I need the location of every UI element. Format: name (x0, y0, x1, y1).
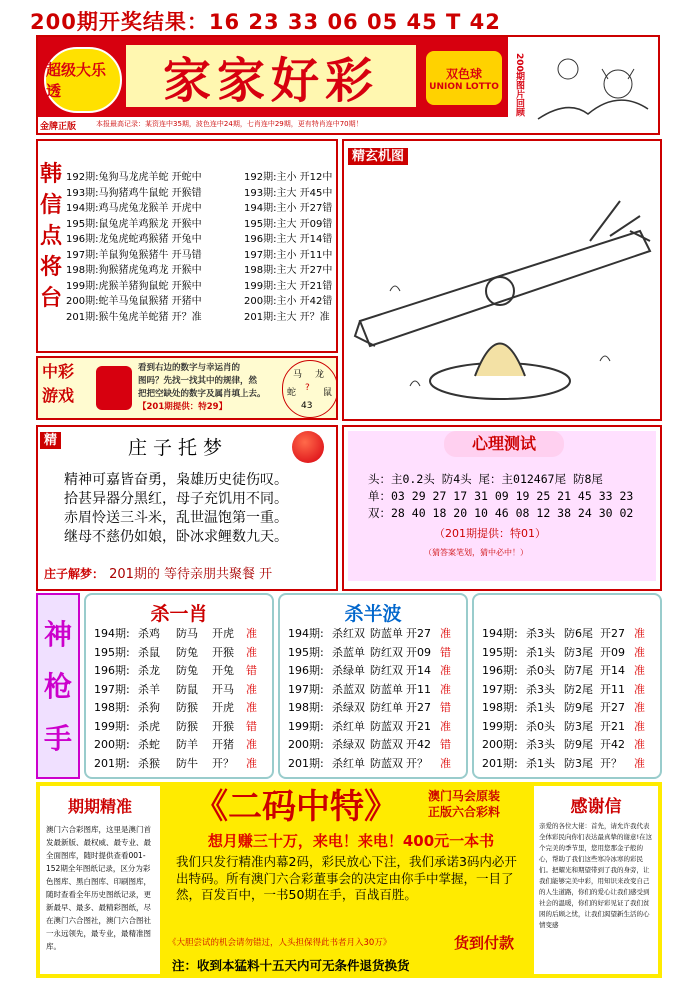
hanxin-rows (66, 168, 336, 323)
cell-guard: 防牛 (176, 756, 198, 770)
wheel-cell: ? (305, 383, 310, 393)
hanxin-char: 点 (40, 223, 63, 249)
size-pick: 198期:主大 开27中 (244, 265, 333, 276)
cell-kill: 杀狗 (138, 701, 160, 714)
cell-period: 198期: (482, 701, 518, 714)
size-pick: 194期:主小 开27错 (244, 203, 333, 214)
kill-zodiac-table (94, 625, 272, 773)
cell-period: 200期: (288, 738, 324, 751)
cell-opened: 开11 (600, 682, 625, 696)
interpretation-label: 庄子解梦： (44, 567, 105, 581)
table-row (94, 755, 272, 774)
wheel-cell: 龙 (315, 370, 325, 380)
macau-line: 正版六合彩料 (428, 805, 501, 819)
lottery-game-tip: 【201期提供：特29】 (138, 402, 228, 412)
psych-line: 双：28 40 18 20 10 46 08 12 38 24 30 02 (368, 506, 634, 520)
bottom-ad-section (36, 782, 662, 978)
cell-period: 197期: (94, 682, 130, 696)
slogan: 想月赚三十万，来电！来电！400元一本书 (207, 832, 495, 850)
cell-guard: 防兔 (176, 664, 198, 677)
table-row (94, 699, 272, 718)
cell-opened: 开？ (600, 756, 622, 770)
table-row (288, 662, 466, 681)
table-row (482, 718, 660, 737)
poem-line: 精神可嘉皆奋勇，枭雄历史徒伤叹。 (64, 472, 288, 488)
table-row (288, 625, 466, 644)
cell-verdict: 准 (440, 664, 451, 677)
cell-period: 199期: (482, 719, 518, 733)
cell-kill: 杀0头 (526, 664, 555, 677)
cell-period: 199期: (288, 719, 324, 733)
cell-kill: 杀红单 (332, 756, 365, 770)
cell-verdict: 准 (634, 645, 645, 659)
interpretation-text: 201期的 等待亲朋共聚餐 开 (109, 567, 273, 582)
cell-guard: 防6尾 (564, 627, 593, 640)
list-item (66, 199, 336, 215)
cell-verdict: 准 (246, 756, 257, 770)
cash-on-delivery: 货到付款 (454, 934, 515, 952)
cell-verdict: 准 (246, 738, 257, 751)
table-row (482, 644, 660, 663)
hanxin-char: 将 (40, 254, 63, 280)
cell-period: 198期: (288, 701, 324, 714)
kill-head-table (482, 625, 660, 773)
table-row (288, 644, 466, 663)
cell-guard: 防鼠 (176, 682, 198, 696)
cell-kill: 杀3头 (526, 627, 555, 640)
cell-verdict: 错 (246, 719, 257, 733)
cartoon-thumbnail (528, 39, 656, 131)
cell-guard: 防3尾 (564, 756, 593, 770)
thanks-letter-box (534, 786, 658, 974)
zodiac-pick: 195期:鼠兔虎羊鸡猴龙 开猴中 (66, 218, 202, 230)
cell-period: 200期: (482, 738, 518, 751)
two-code-title: 《二码中特》 (194, 787, 398, 827)
cell-kill: 杀鼠 (138, 645, 160, 659)
union-lotto-logo (426, 51, 502, 105)
cell-guard: 防蓝单 (370, 627, 403, 640)
cell-opened: 开42 (600, 738, 625, 751)
cell-guard: 防7尾 (564, 664, 593, 677)
table-row (288, 755, 466, 774)
cell-opened: 开27 (406, 627, 431, 640)
accurate-box (40, 786, 160, 974)
psych-line: 头：主0.2头 防4头 尾：主012467尾 防8尾 (368, 472, 603, 486)
promo-body: 我们只发行精准内幕2码，彩民放心下注，我们承诺3码内必开出特码。所有澳门六合彩董事会的决定由你手中掌握，一目了然，百发百中，一书50期在手，百战百胜。 (176, 854, 517, 902)
kill-zodiac-title: 杀一肖 (150, 603, 208, 625)
size-pick: 201期:主大 开？准 (244, 311, 330, 323)
cell-guard: 防9尾 (564, 738, 593, 751)
hanxin-char: 台 (40, 285, 63, 311)
cell-opened: 开42 (406, 738, 431, 751)
cell-verdict: 准 (440, 719, 451, 733)
hanxin-side-title (40, 159, 62, 314)
cell-guard: 防蓝双 (370, 719, 403, 733)
cell-opened: 开？ (406, 756, 428, 770)
cell-guard: 防蓝单 (370, 682, 403, 696)
list-item (66, 215, 336, 231)
zodiac-pick: 192期:兔狗马龙虎羊蛇 开蛇中 (66, 172, 202, 183)
draw-result: 200期开奖结果：16 23 33 06 05 45 T 42 (30, 10, 501, 34)
poem-line: 赤眉怜送三斗米，乱世温饱第一重。 (64, 510, 288, 526)
cell-guard: 防羊 (176, 738, 198, 751)
cell-verdict: 准 (634, 627, 645, 640)
cell-verdict: 准 (634, 719, 645, 733)
thanks-text: 亲爱的各位大佬：首先，请允许我代表全体彩民向你们表达最真挚的谢意!在这个完美的季节里，您用您那金子般的心，帮助了我们这些寒冷冰寒的彩民们。把耀光和期望带到了我的身旁，让我们能够完美中彩，用知识来改变自己的人生道路，你们的爱心让我们感受到社会的温暖，你们的好彩见证了我们贫困的后顾之忧，让我们渴望新生活的心情变感 (539, 822, 653, 929)
masthead-title: 家家好彩 (126, 45, 416, 107)
poem-line: 拾甚异器分黑红，母子充饥用不同。 (64, 491, 288, 507)
zodiac-wheel (282, 360, 338, 418)
table-row (288, 699, 466, 718)
cell-opened: 开21 (600, 719, 625, 733)
table-row (482, 736, 660, 755)
cell-period: 196期: (482, 664, 518, 677)
zodiac-pick: 193期:马狗猪鸡牛鼠蛇 开猴错 (66, 187, 202, 199)
cell-period: 201期: (94, 756, 130, 770)
cell-kill: 杀绿双 (332, 738, 365, 751)
riddle-picture-tag (348, 145, 408, 164)
fortune-god-icon (96, 366, 132, 410)
wheel-cell: 蛇 (287, 388, 297, 398)
cell-period: 199期: (94, 719, 130, 733)
lottery-game-title-line: 中彩 (42, 362, 75, 381)
sharpshooter-char: 手 (43, 722, 72, 755)
record-banner: 本报最高记录：某资连中35期，波色连中24期，七肖连中29期，更有特肖连中70期！ (96, 120, 363, 128)
cell-kill: 杀羊 (138, 682, 160, 696)
cell-verdict: 准 (634, 682, 645, 696)
cell-kill: 杀蓝单 (332, 645, 365, 659)
wheel-cell: 鼠 (323, 388, 333, 398)
cell-opened: 开09 (600, 645, 625, 659)
mouse-cat-cartoon-icon (528, 39, 656, 131)
size-pick: 199期:主大 开21错 (244, 280, 333, 292)
cell-opened: 开猴 (212, 645, 234, 659)
cell-guard: 防猴 (176, 719, 198, 733)
macau-lines (428, 788, 528, 820)
list-item (66, 277, 336, 293)
zodiac-pick: 201期:猴牛兔虎羊蛇猪 开？准 (66, 311, 202, 323)
cell-period: 195期: (288, 645, 324, 659)
cell-kill: 杀绿单 (332, 664, 365, 677)
table-row (94, 625, 272, 644)
cell-verdict: 准 (634, 701, 645, 714)
cell-kill: 杀红单 (332, 719, 365, 733)
cell-guard: 防马 (176, 627, 198, 640)
cell-opened: 开27 (600, 627, 625, 640)
psych-test-title: 心理测试 (444, 431, 564, 457)
cell-verdict: 错 (246, 664, 257, 677)
zodiac-pick: 196期:龙兔虎蛇鸡猴猪 开兔中 (66, 234, 202, 245)
red-sun-icon (292, 431, 324, 463)
accurate-text: 澳门六合彩图库，这里是澳门首发最新版、最权威、最专业、最全面图库，随时提供查看001-152期全年图纸记录，区分为彩色图库、黑白图库、印刷图库，随时查看全年历史图纸记录，更新最早、最多、最精彩图纸，尽在澳门六合图社，澳门六合图社一永远领先，最专业，最精准图库。 (46, 825, 151, 951)
table-row (94, 644, 272, 663)
cell-guard: 防蓝双 (370, 756, 403, 770)
instruction-line: 图吗？先找一找其中的规律，然 (138, 376, 258, 386)
table-row (482, 625, 660, 644)
cell-guard: 防猴 (176, 701, 198, 714)
zodiac-pick: 200期:蛇羊马兔鼠猴猪 开猪中 (66, 296, 202, 307)
cell-verdict: 准 (634, 756, 645, 770)
instruction-line: 把把空缺处的数字及属肖填上去。 (138, 389, 266, 399)
kill-wave-table (288, 625, 466, 773)
cell-period: 200期: (94, 738, 130, 751)
cell-kill: 杀猴 (138, 756, 160, 770)
poem-line: 继母不慈仍如娘，卧冰求鲤数九天。 (64, 529, 288, 545)
table-row (94, 681, 272, 700)
cell-kill: 杀龙 (138, 664, 160, 677)
cell-kill: 杀1头 (526, 756, 555, 770)
size-pick: 195期:主大 开09错 (244, 218, 333, 230)
cell-opened: 开21 (406, 719, 431, 733)
cell-verdict: 准 (246, 701, 257, 714)
cell-period: 201期: (482, 756, 518, 770)
cell-period: 197期: (482, 682, 518, 696)
cell-opened: 开猴 (212, 719, 234, 733)
cell-opened: 开虎 (212, 627, 234, 640)
kill-head-panel (472, 593, 662, 779)
cell-guard: 防蓝双 (370, 738, 403, 751)
cell-guard: 防红单 (370, 701, 403, 714)
cell-verdict: 准 (634, 664, 645, 677)
cell-verdict: 错 (440, 738, 451, 751)
hanxin-char: 信 (40, 192, 63, 218)
zhuangzi-poem (64, 471, 288, 547)
cell-guard: 防9尾 (564, 701, 593, 714)
cell-period: 196期: (288, 664, 324, 677)
instruction-line: 看到右边的数字与幸运肖的 (138, 363, 241, 373)
cell-opened: 开兔 (212, 664, 234, 677)
cell-opened: 开27 (406, 701, 431, 714)
cell-kill: 杀1头 (526, 645, 555, 659)
cell-period: 196期: (94, 664, 130, 677)
zodiac-pick: 198期:狗猴猪虎兔鸡龙 开猴中 (66, 265, 202, 276)
cell-guard: 防红双 (370, 664, 403, 677)
zhuangzi-title: 庄子托梦 (128, 437, 229, 459)
cell-opened: 开马 (212, 682, 234, 696)
table-row (482, 755, 660, 774)
cell-kill: 杀绿双 (332, 701, 365, 714)
macau-line: 澳门马会原装 (428, 789, 501, 803)
gold-badge: 金牌正版 (40, 122, 77, 132)
cell-period: 194期: (94, 627, 130, 640)
cell-period: 201期: (288, 756, 324, 770)
cell-opened: 开14 (600, 664, 625, 677)
cell-verdict: 错 (440, 701, 451, 714)
cell-kill: 杀蓝双 (332, 682, 365, 696)
list-item (66, 230, 336, 246)
table-row (482, 681, 660, 700)
size-pick: 192期:主小 开12中 (244, 172, 333, 183)
zhuangzi-tag (40, 429, 61, 448)
return-note: 注：收到本猛料十五天内可无条件退货换货 (172, 958, 410, 973)
cell-opened: 开？ (212, 756, 234, 770)
cell-period: 195期: (482, 645, 518, 659)
lottery-game-instructions (138, 362, 278, 414)
list-item (66, 261, 336, 277)
table-row (482, 662, 660, 681)
cell-kill: 杀3头 (526, 738, 555, 751)
cell-kill: 杀0头 (526, 719, 555, 733)
list-item (66, 292, 336, 308)
kill-zodiac-panel (84, 593, 274, 779)
riddle-picture-panel (342, 139, 662, 421)
cell-opened: 开猪 (212, 738, 234, 751)
masthead (36, 35, 660, 135)
table-row (288, 718, 466, 737)
lottery-game-panel (36, 356, 338, 420)
cell-kill: 杀1头 (526, 701, 555, 714)
cell-opened: 开11 (406, 682, 431, 696)
size-pick: 196期:主大 开14错 (244, 234, 333, 245)
sage-under-log-illustration (350, 171, 656, 417)
list-item (66, 308, 336, 324)
cell-guard: 防2尾 (564, 682, 593, 696)
cell-guard: 防3尾 (564, 645, 593, 659)
cell-opened: 开27 (600, 701, 625, 714)
sharpshooter-char: 枪 (43, 670, 72, 703)
table-row (94, 662, 272, 681)
review-vertical-text: 200期图片回顾 (514, 53, 524, 117)
zodiac-pick: 197期:羊鼠狗兔猴猪牛 开马错 (66, 249, 202, 261)
cell-guard: 防红双 (370, 645, 403, 659)
wheel-cell: 马 (293, 370, 303, 380)
list-item (66, 246, 336, 262)
cell-kill: 杀蛇 (138, 738, 160, 751)
hanxin-panel (36, 139, 338, 353)
table-row (288, 736, 466, 755)
zodiac-pick: 199期:虎猴羊猪狗鼠蛇 开猴中 (66, 280, 202, 292)
size-pick: 193期:主大 开45中 (244, 187, 333, 199)
list-item (66, 184, 336, 200)
cell-verdict: 准 (440, 682, 451, 696)
psych-line: 单：03 29 27 17 31 09 19 25 21 45 33 23 (368, 489, 634, 503)
lottery-game-title (42, 360, 74, 408)
kill-head-title (474, 599, 660, 625)
cell-period: 195期: (94, 645, 130, 659)
psych-test-panel (342, 425, 662, 591)
size-pick: 197期:主小 开11中 (244, 249, 333, 261)
zhuangzi-tag-text: 精 (40, 432, 61, 449)
union-lotto-logo-en: UNION LOTTO (429, 81, 499, 92)
cell-opened: 开14 (406, 664, 431, 677)
cell-verdict: 准 (246, 627, 257, 640)
zhuangzi-dream-panel (36, 425, 338, 591)
psych-test-tip: （201期提供：特01） (434, 527, 546, 540)
psych-test-numbers (368, 471, 633, 522)
cell-kill: 杀鸡 (138, 627, 160, 640)
cell-verdict: 准 (440, 756, 451, 770)
sharpshooter-char: 神 (43, 618, 72, 651)
union-lotto-logo-cn: 双色球 (445, 66, 482, 81)
cell-kill: 杀虎 (138, 719, 160, 733)
masthead-red-band (38, 37, 508, 117)
table-row (94, 718, 272, 737)
thanks-title: 感谢信 (570, 797, 622, 817)
kill-wave-panel (278, 593, 468, 779)
list-item (66, 168, 336, 184)
cell-guard: 防3尾 (564, 719, 593, 733)
cell-kill: 杀3头 (526, 682, 555, 696)
cell-opened: 开09 (406, 645, 431, 659)
lottery-game-title-line: 游戏 (42, 386, 75, 405)
cell-verdict: 准 (634, 738, 645, 751)
table-row (288, 681, 466, 700)
accurate-title: 期期精准 (67, 797, 132, 816)
sharpshooter-label (36, 593, 80, 779)
riddle-picture-tag-text: 精玄机图 (348, 148, 408, 165)
super-lotto-logo: 超级大乐透 (44, 47, 122, 113)
cell-period: 198期: (94, 701, 130, 714)
cell-period: 197期: (288, 682, 324, 696)
cell-guard: 防兔 (176, 645, 198, 659)
wheel-cell: 43 (301, 401, 313, 411)
cell-kill: 杀红双 (332, 627, 365, 640)
size-pick: 200期:主小 开42错 (244, 296, 333, 307)
kill-wave-title: 杀半波 (344, 603, 402, 625)
cell-verdict: 错 (440, 645, 451, 659)
zodiac-pick: 194期:鸡马虎兔龙猴羊 开虎中 (66, 203, 202, 214)
zhuangzi-interpretation (44, 563, 272, 582)
table-row (94, 736, 272, 755)
psych-test-note: （猜答案笔划，猜中必中！） (424, 548, 528, 557)
table-row (482, 699, 660, 718)
cell-verdict: 准 (246, 682, 257, 696)
cell-verdict: 准 (246, 645, 257, 659)
cell-verdict: 准 (440, 627, 451, 640)
cell-opened: 开虎 (212, 701, 234, 714)
cell-period: 194期: (482, 627, 518, 640)
risk-line: 《大胆尝试的机会请勿错过，人头担保得此书者月入30万》 (168, 938, 392, 948)
hanxin-char: 韩 (40, 161, 63, 187)
cell-period: 194期: (288, 627, 324, 640)
